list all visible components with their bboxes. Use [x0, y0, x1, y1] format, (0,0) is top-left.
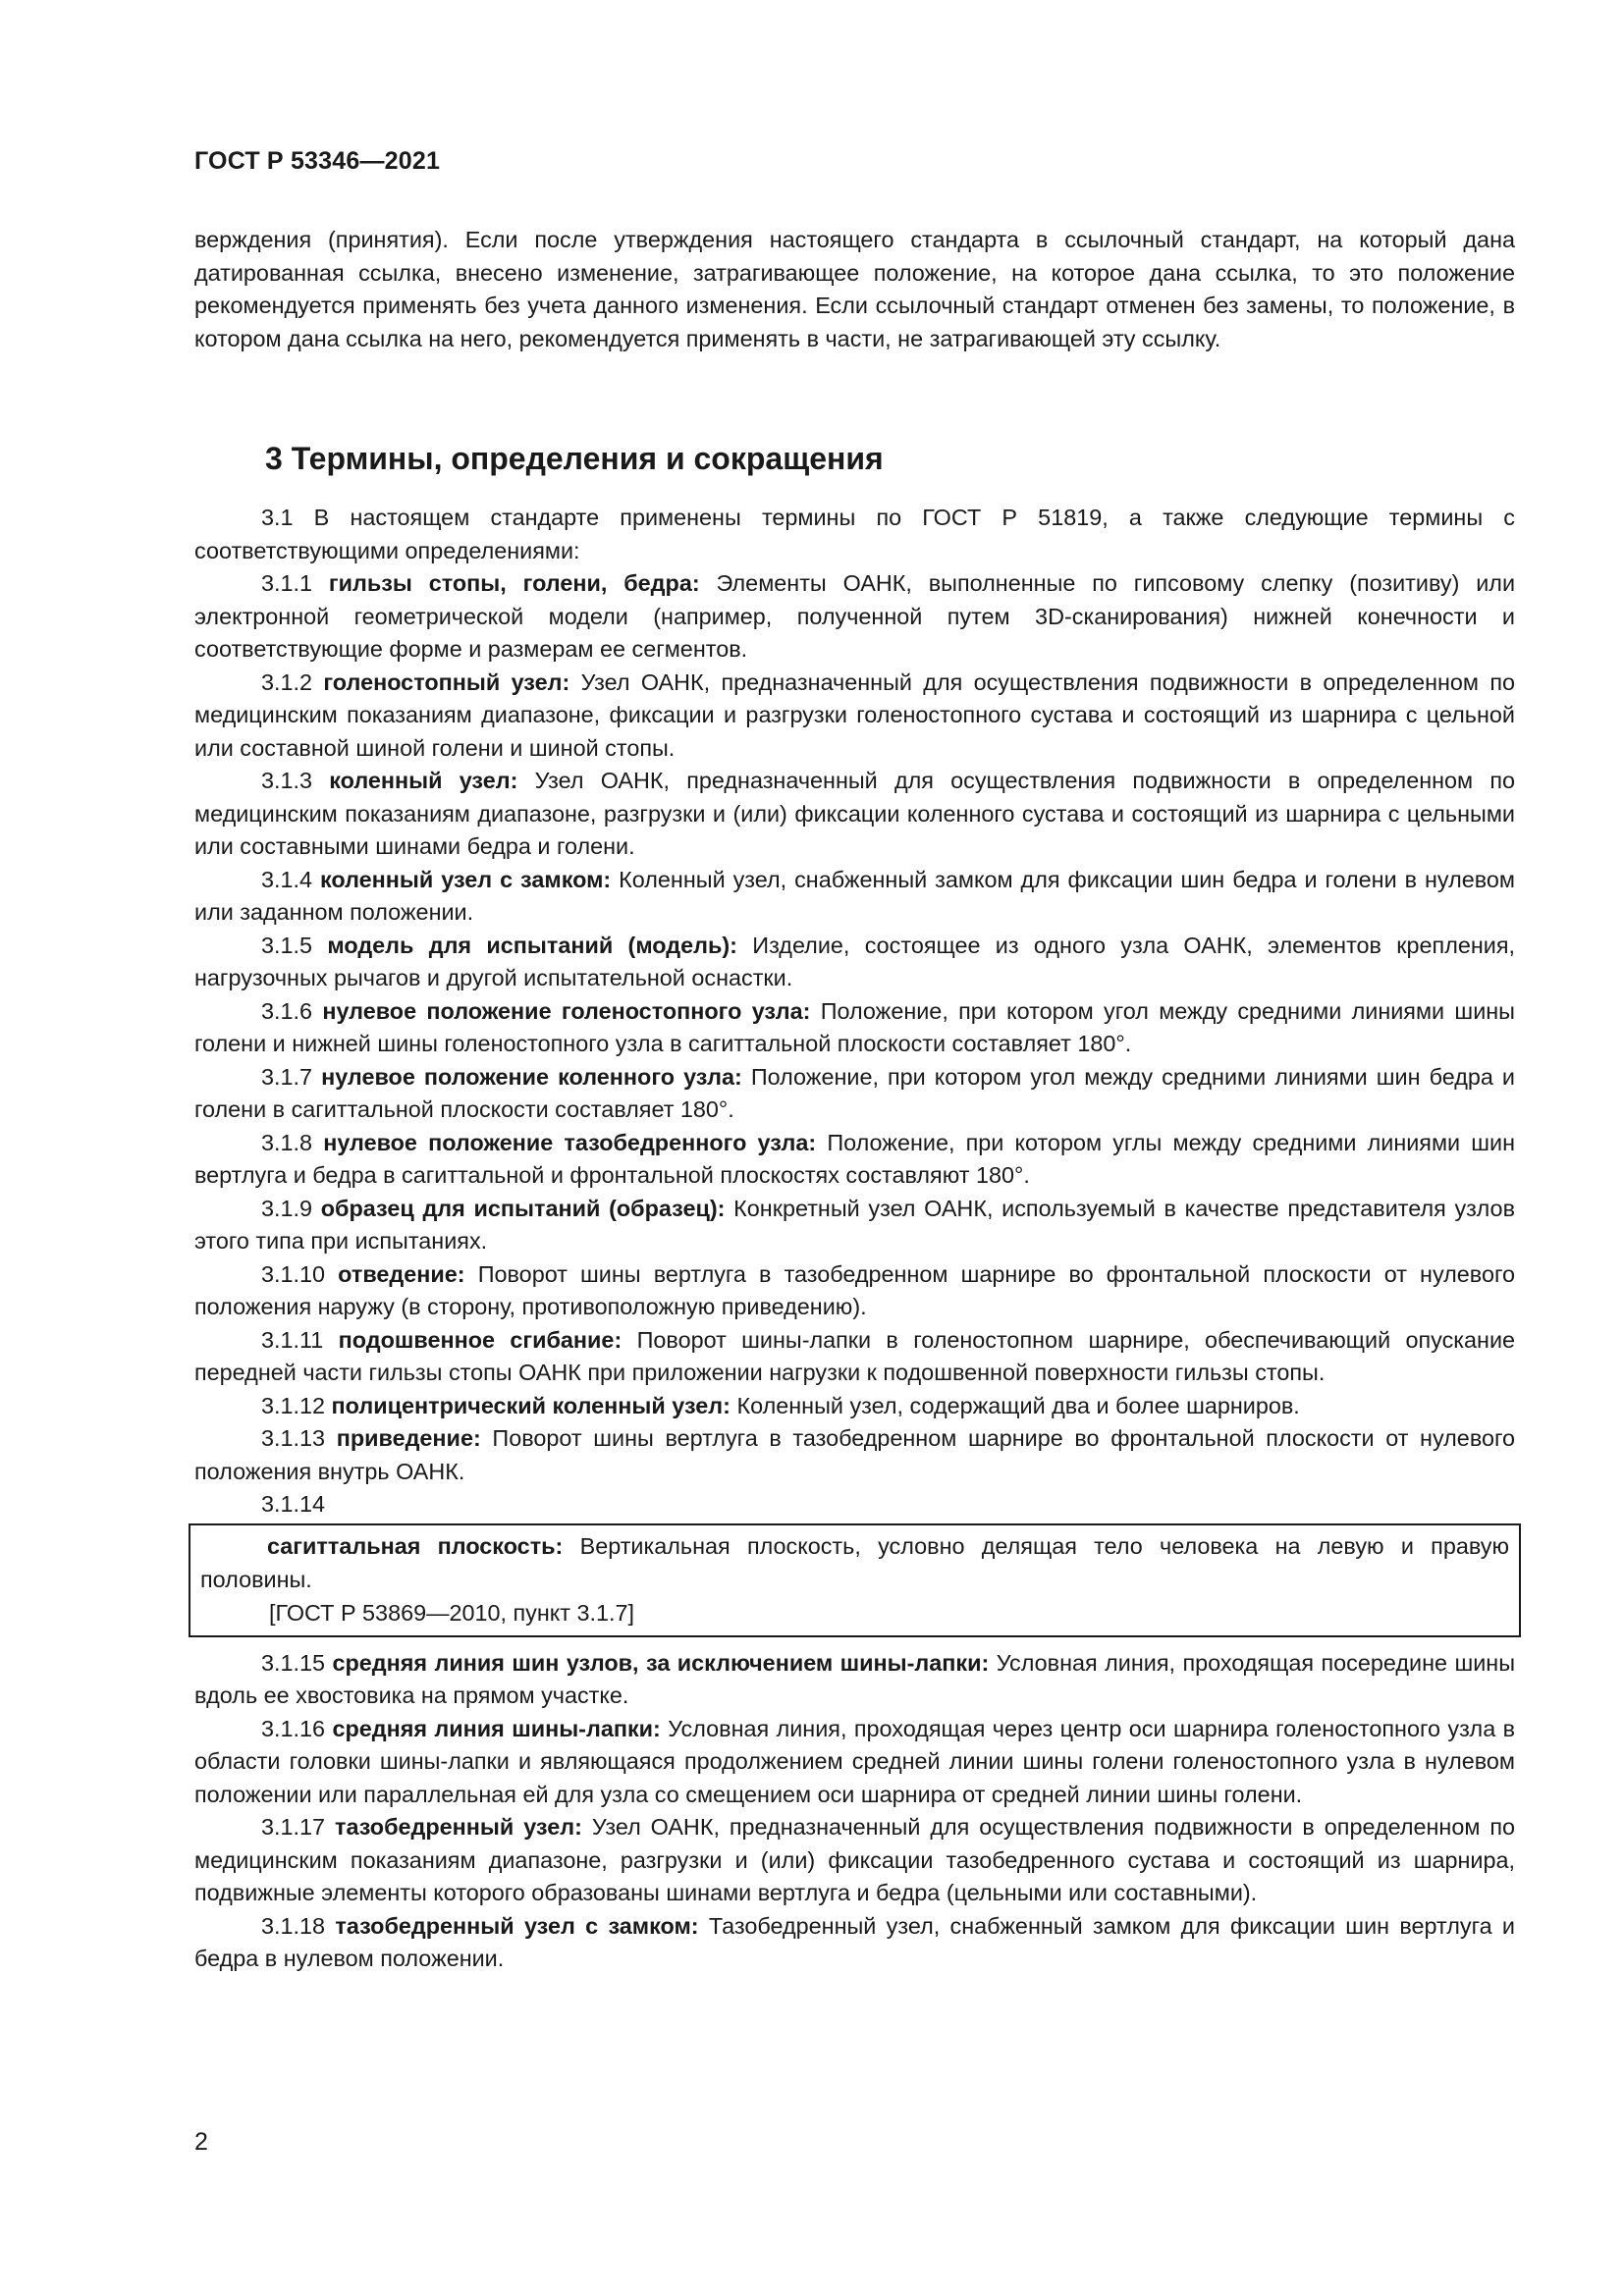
term-entry: 3.1.1 гильзы стопы, голени, бедра: Элементы ОАНК, выполненные по гипсовому слепку (позитиву) или электронной геометрической модели (например, полученной путем 3D-сканирования) нижней конечности и соответствующие форме и размерам ее сегментов.	[194, 570, 1516, 662]
term-entry: 3.1.4 коленный узел с замком: Коленный узел, снабженный замком для фиксации шин бедра и голени в нулевом или заданном положении.	[194, 866, 1515, 925]
term-entry: 3.1.12 полицентрический коленный узел: Коленный узел, содержащий два и более шарниров.	[261, 1392, 1300, 1418]
page-content	[194, 224, 1515, 1976]
term-entry: 3.1.6 нулевое положение голеностопного узла: Положение, при котором угол между средними линиями шины голени и нижней шины голеностопного узла в сагиттальной плоскости составляет 180°.	[194, 997, 1515, 1056]
term-entry: 3.1.8 нулевое положение тазобедренного узла: Положение, при котором углы между средними линиями шин вертлуга и бедра в сагиттальной и фронтальной плоскостях составляют 180°.	[194, 1129, 1516, 1188]
term-entry-boxed: сагиттальная плоскость: Вертикальная плоскость, условно делящая тело человека на левую и правую половины.	[200, 1532, 1510, 1592]
term-entry: 3.1.7 нулевое положение коленного узла: Положение, при котором угол между средними линиями шин бедра и голени в сагиттальной плоскости составляет 180°.	[194, 1063, 1515, 1122]
term-entry: 3.1.2 голеностопный узел: Узел ОАНК, предназначенный для осуществления подвижности в определенном по медицинским показаниям диапазоне, фиксации и разгрузки голеностопного сустава и состоящий из шарнира с цельной или составной шиной голени и шиной стопы.	[194, 668, 1516, 761]
term-source-reference: [ГОСТ Р 53869—2010, пункт 3.1.7]	[269, 1599, 635, 1626]
section-title: 3 Термины, определения и сокращения	[265, 441, 884, 476]
term-entry: 3.1.16 средняя линия шины-лапки: Условная линия, проходящая через центр оси шарнира голеностопного узла в области головки шины-лапки и являющаяся продолжением средней линии шины голени голеностопного узла в нулевом положении или параллельная ей для узла со смещением оси шарнира от средней линии шины голени.	[194, 1715, 1516, 1807]
terms-list-continued	[194, 1647, 1515, 1976]
term-entry: 3.1.9 образец для испытаний (образец): Конкретный узел ОАНК, используемый в качестве представителя узлов этого типа при испытаниях.	[194, 1195, 1515, 1254]
term-entry: 3.1.18 тазобедренный узел с замком: Тазобедренный узел, снабженный замком для фиксации шин вертлуга и бедра в нулевом положении.	[194, 1912, 1515, 1971]
intro-paragraph: верждения (принятия). Если после утверждения настоящего стандарта в ссылочный стандарт, на который дана датированная ссылка, внесено изменение, затрагивающее положение, на которое дана ссылка, то это положение рекомендуется применять без учета данного изменения. Если ссылочный стандарт отменен без замены, то положение, в котором дана ссылка на него, рекомендуется применять в части, не затрагивающей эту ссылку.	[194, 227, 1515, 351]
term-number-3-1-14: 3.1.14	[261, 1491, 326, 1517]
term-entry: 3.1.11 подошвенное сгибание: Поворот шины-лапки в голеностопном шарнире, обеспечивающий опускание передней части гильзы стопы ОАНК при приложении нагрузки к подошвенной поверхности гильзы стопы.	[194, 1326, 1516, 1385]
term-entry: 3.1.15 средняя линия шин узлов, за исключением шины-лапки: Условная линия, проходящая посередине шины вдоль ее хвостовика на прямом участке.	[194, 1649, 1516, 1708]
page-number: 2	[194, 2128, 208, 2156]
term-entry: 3.1.17 тазобедренный узел: Узел ОАНК, предназначенный для осуществления подвижности в определенном по медицинским показаниям диапазоне, разгрузки и (или) фиксации тазобедренного сустава и состоящий из шарнира, подвижные элементы которого образованы шинами вертлуга и бедра (цельными или составными).	[194, 1814, 1516, 1905]
quoted-term-box	[189, 1523, 1521, 1637]
section-intro: 3.1 В настоящем стандарте применены термины по ГОСТ Р 51819, а также следующие термины с соответствующими определениями:	[194, 505, 1515, 563]
term-entry: 3.1.13 приведение: Поворот шины вертлуга в тазобедренном шарнире во фронтальной плоскости от нулевого положения внутрь ОАНК.	[194, 1425, 1516, 1484]
term-entry: 3.1.3 коленный узел: Узел ОАНК, предназначенный для осуществления подвижности в определенном по медицинским показаниям диапазоне, разгрузки и (или) фиксации коленного сустава и состоящий из шарнира с цельными или составными шинами бедра и голени.	[194, 768, 1516, 859]
terms-list	[194, 567, 1515, 1488]
term-entry: 3.1.10 отведение: Поворот шины вертлуга в тазобедренном шарнире во фронтальной плоскости от нулевого положения наружу (в сторону, противоположную приведению).	[194, 1260, 1516, 1319]
document-header: ГОСТ Р 53346—2021	[194, 147, 441, 175]
term-entry: 3.1.5 модель для испытаний (модель): Изделие, состоящее из одного узла ОАНК, элементов крепления, нагрузочных рычагов и другой испытательной оснастки.	[194, 932, 1516, 990]
